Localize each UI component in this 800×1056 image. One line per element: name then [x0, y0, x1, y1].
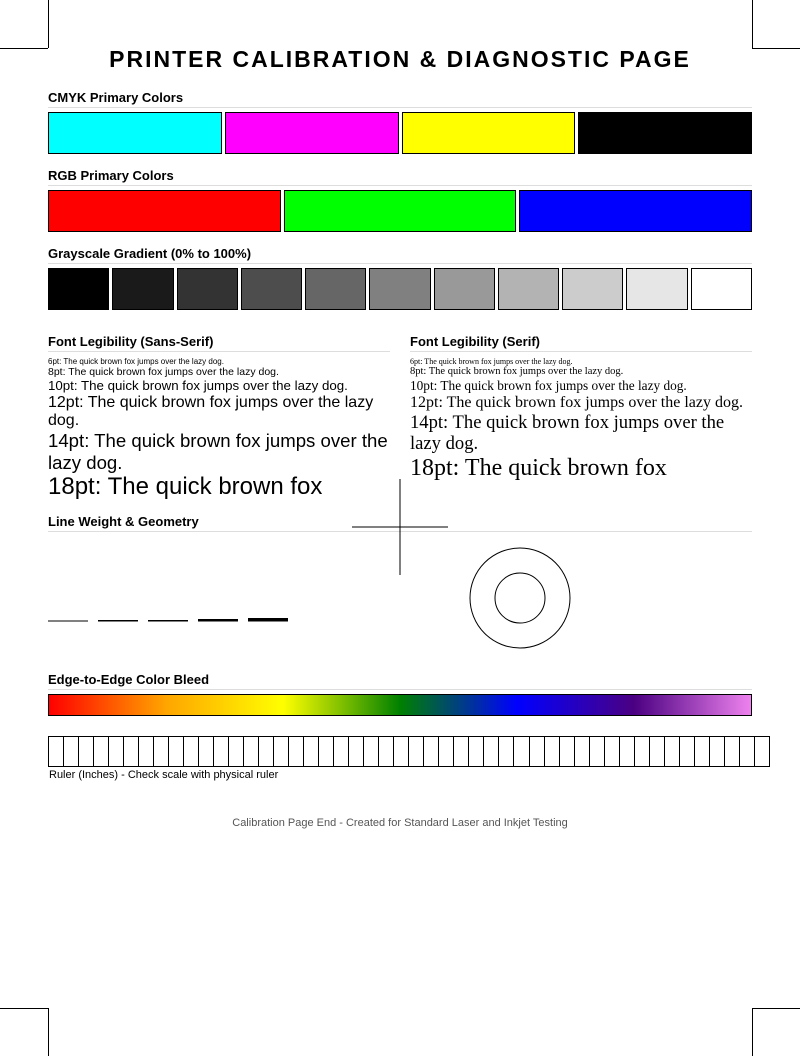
ruler-tick — [454, 737, 469, 766]
font-serif-8pt: 8pt: The quick brown fox jumps over the lazy dog. — [410, 366, 624, 378]
font-serif-heading: Font Legibility (Serif) — [410, 334, 752, 352]
rgb-swatch-0 — [48, 190, 281, 232]
ruler-tick — [289, 737, 304, 766]
ruler-tick — [560, 737, 575, 766]
grayscale-swatch-row — [48, 268, 752, 310]
cmyk-swatch-3 — [578, 112, 752, 154]
ruler-tick — [229, 737, 244, 766]
grayscale-swatch-1 — [112, 268, 173, 310]
inner-circle — [495, 573, 545, 623]
grayscale-swatch-9 — [626, 268, 687, 310]
ruler-tick — [469, 737, 484, 766]
cmyk-swatch-row — [48, 112, 752, 154]
ruler-tick — [620, 737, 635, 766]
font-sans-8pt: 8pt: The quick brown fox jumps over the lazy dog. — [48, 366, 279, 379]
ruler-tick — [139, 737, 154, 766]
ruler-tick — [109, 737, 124, 766]
ruler-tick — [575, 737, 590, 766]
ruler-tick — [214, 737, 229, 766]
ruler-tick — [124, 737, 139, 766]
ruler-tick — [635, 737, 650, 766]
grayscale-swatch-10 — [691, 268, 752, 310]
ruler-tick — [364, 737, 379, 766]
crop-mark-bottom-left — [0, 1008, 48, 1056]
ruler-label: Ruler (Inches) - Check scale with physical ruler — [49, 769, 279, 781]
color-bleed-bar — [48, 694, 752, 716]
font-serif-10pt: 10pt: The quick brown fox jumps over the lazy dog. — [410, 378, 687, 394]
rgb-swatch-row — [48, 190, 752, 232]
page-title: PRINTER CALIBRATION & DIAGNOSTIC PAGE — [109, 46, 691, 72]
bleed-heading: Edge-to-Edge Color Bleed — [48, 672, 752, 690]
grayscale-swatch-7 — [498, 268, 559, 310]
line-weight-4 — [198, 619, 238, 622]
ruler-tick — [725, 737, 740, 766]
ruler-tick — [680, 737, 695, 766]
font-sans-18pt: 18pt: The quick brown fox — [48, 473, 323, 501]
crop-mark-bottom-right — [752, 1008, 800, 1056]
ruler-tick — [94, 737, 109, 766]
cmyk-heading: CMYK Primary Colors — [48, 90, 752, 108]
font-serif-12pt: 12pt: The quick brown fox jumps over the lazy dog. — [410, 393, 743, 411]
ruler-tick — [439, 737, 454, 766]
ruler-tick — [244, 737, 259, 766]
cmyk-swatch-1 — [225, 112, 399, 154]
ruler-tick — [695, 737, 710, 766]
font-serif-column — [410, 334, 752, 482]
font-serif-14pt: 14pt: The quick brown fox jumps over the lazy dog. — [410, 411, 725, 455]
ruler-tick — [740, 737, 755, 766]
footer-text: Calibration Page End - Created for Standard Laser and Inkjet Testing — [232, 817, 568, 829]
cmyk-swatch-0 — [48, 112, 222, 154]
line-weight-2 — [98, 620, 138, 622]
font-sans-heading: Font Legibility (Sans-Serif) — [48, 334, 390, 352]
grayscale-swatch-5 — [369, 268, 430, 310]
ruler-tick — [665, 737, 680, 766]
ruler-tick — [199, 737, 214, 766]
ruler-tick — [259, 737, 274, 766]
font-serif-18pt: 18pt: The quick brown fox — [410, 454, 667, 481]
crop-mark-top-right — [752, 0, 800, 48]
ruler-tick — [424, 737, 439, 766]
grayscale-swatch-8 — [562, 268, 623, 310]
ruler — [48, 736, 770, 767]
ruler-tick — [499, 737, 514, 766]
ruler-tick — [590, 737, 605, 766]
ruler-tick — [169, 737, 184, 766]
grayscale-swatch-0 — [48, 268, 109, 310]
ruler-tick — [514, 737, 529, 766]
font-sans-12pt: 12pt: The quick brown fox jumps over the lazy dog. — [48, 393, 374, 429]
grayscale-swatch-6 — [434, 268, 495, 310]
line-weight-5 — [248, 618, 288, 622]
ruler-tick — [349, 737, 364, 766]
ruler-tick — [334, 737, 349, 766]
rgb-swatch-2 — [519, 190, 752, 232]
ruler-tick — [274, 737, 289, 766]
rgb-heading: RGB Primary Colors — [48, 168, 752, 186]
line-weight-1 — [48, 621, 88, 622]
ruler-tick — [394, 737, 409, 766]
line-weight-3 — [148, 620, 188, 622]
ruler-tick — [304, 737, 319, 766]
ruler-tick — [755, 737, 769, 766]
ruler-tick — [79, 737, 94, 766]
font-sans-14pt: 14pt: The quick brown fox jumps over the lazy dog. — [48, 430, 388, 473]
outer-circle — [470, 548, 570, 648]
ruler-tick — [64, 737, 79, 766]
grayscale-swatch-3 — [241, 268, 302, 310]
grayscale-heading: Grayscale Gradient (0% to 100%) — [48, 246, 752, 264]
ruler-tick — [184, 737, 199, 766]
ruler-tick — [605, 737, 620, 766]
ruler-tick — [409, 737, 424, 766]
ruler-tick — [545, 737, 560, 766]
geometry-heading: Line Weight & Geometry — [48, 514, 752, 532]
ruler-tick — [710, 737, 725, 766]
font-sans-10pt: 10pt: The quick brown fox jumps over the lazy dog. — [48, 378, 348, 394]
geometry-graphic — [0, 470, 800, 660]
ruler-tick — [154, 737, 169, 766]
cmyk-swatch-2 — [402, 112, 576, 154]
grayscale-swatch-2 — [177, 268, 238, 310]
ruler-tick — [319, 737, 334, 766]
ruler-tick — [484, 737, 499, 766]
ruler-tick — [530, 737, 545, 766]
rgb-swatch-1 — [284, 190, 517, 232]
ruler-tick — [650, 737, 665, 766]
font-serif-6pt: 6pt: The quick brown fox jumps over the lazy dog. — [410, 357, 573, 366]
font-sans-6pt: 6pt: The quick brown fox jumps over the lazy dog. — [48, 357, 224, 366]
grayscale-swatch-4 — [305, 268, 366, 310]
ruler-tick — [49, 737, 64, 766]
ruler-tick — [379, 737, 394, 766]
